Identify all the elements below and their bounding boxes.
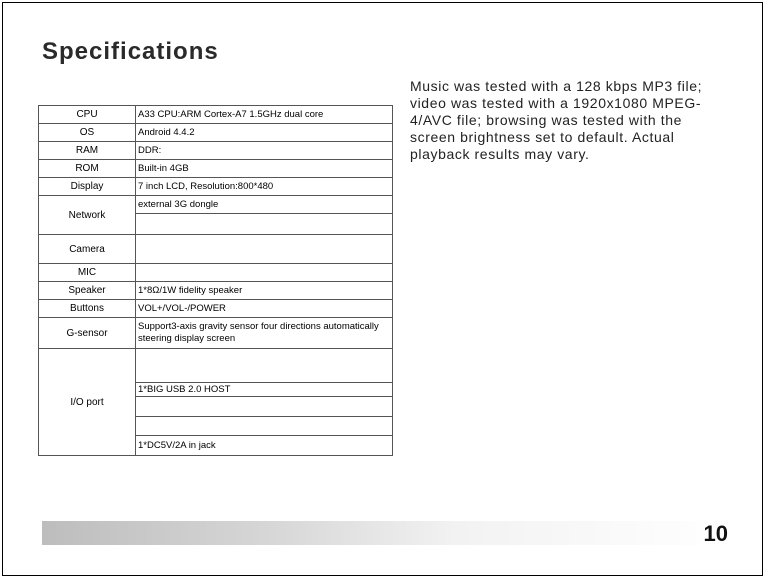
spec-label-mic: MIC bbox=[39, 264, 136, 282]
page-number: 10 bbox=[703, 521, 728, 546]
spec-value-io-empty-2 bbox=[136, 397, 393, 417]
spec-value-io-empty-3 bbox=[136, 417, 393, 436]
spec-value-buttons: VOL+/VOL-/POWER bbox=[136, 300, 393, 318]
spec-value-network: external 3G dongle bbox=[136, 196, 393, 214]
spec-label-cpu: CPU bbox=[39, 106, 136, 124]
spec-label-network: Network bbox=[39, 196, 136, 235]
spec-value-camera bbox=[136, 235, 393, 264]
spec-label-gsensor: G-sensor bbox=[39, 318, 136, 349]
spec-value-rom: Built-in 4GB bbox=[136, 160, 393, 178]
page-title: Specifications bbox=[42, 38, 219, 65]
table-row bbox=[39, 142, 393, 160]
spec-value-gsensor: Support3-axis gravity sensor four directions automatically steering display screen bbox=[136, 318, 393, 349]
spec-label-display: Display bbox=[39, 178, 136, 196]
spec-label-speaker: Speaker bbox=[39, 282, 136, 300]
table-row bbox=[39, 124, 393, 142]
spec-value-io-usb: 1*BIG USB 2.0 HOST bbox=[136, 383, 393, 397]
spec-table bbox=[38, 105, 393, 456]
spec-value-cpu: A33 CPU:ARM Cortex-A7 1.5GHz dual core bbox=[136, 106, 393, 124]
spec-value-mic bbox=[136, 264, 393, 282]
spec-value-speaker: 1*8Ω/1W fidelity speaker bbox=[136, 282, 393, 300]
spec-label-camera: Camera bbox=[39, 235, 136, 264]
spec-value-ram: DDR: bbox=[136, 142, 393, 160]
footer-bar bbox=[42, 521, 730, 545]
spec-value-display: 7 inch LCD, Resolution:800*480 bbox=[136, 178, 393, 196]
table-row bbox=[39, 196, 393, 214]
table-row bbox=[39, 300, 393, 318]
table-row bbox=[39, 106, 393, 124]
table-row bbox=[39, 235, 393, 264]
spec-value-io-empty-1 bbox=[136, 349, 393, 383]
table-row bbox=[39, 264, 393, 282]
table-row bbox=[39, 178, 393, 196]
spec-value-os: Android 4.4.2 bbox=[136, 124, 393, 142]
spec-label-rom: ROM bbox=[39, 160, 136, 178]
table-row bbox=[39, 349, 393, 383]
spec-value-io-dc: 1*DC5V/2A in jack bbox=[136, 436, 393, 456]
spec-label-io: I/O port bbox=[39, 349, 136, 456]
table-row bbox=[39, 318, 393, 349]
spec-label-ram: RAM bbox=[39, 142, 136, 160]
table-row bbox=[39, 282, 393, 300]
test-note: Music was tested with a 128 kbps MP3 file; video was tested with a 1920x1080 MPEG-4/AVC file; browsing was tested with the screen brightness set to default. Actual playback results may vary. bbox=[410, 78, 703, 162]
spec-label-os: OS bbox=[39, 124, 136, 142]
spec-label-buttons: Buttons bbox=[39, 300, 136, 318]
table-row bbox=[39, 160, 393, 178]
spec-value-network-empty bbox=[136, 214, 393, 235]
